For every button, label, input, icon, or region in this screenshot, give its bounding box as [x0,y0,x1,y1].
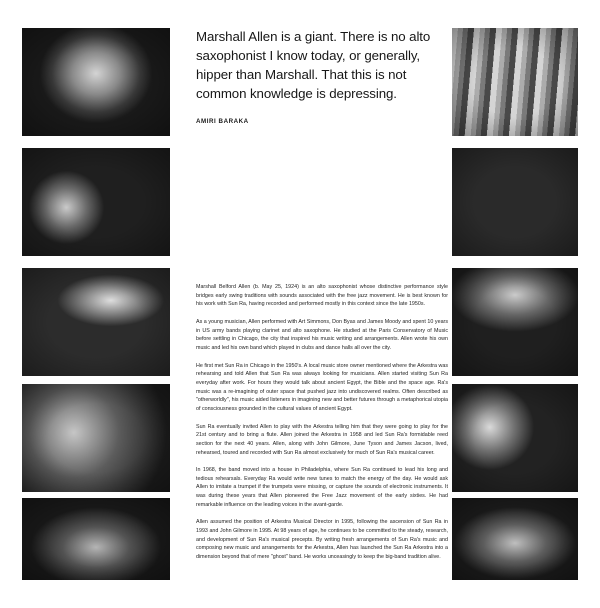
photo-sheet-music-stack [452,28,578,136]
photo-percussion-player [452,498,578,580]
photo-arkestra-member-hat [452,148,578,256]
photo-layer [22,268,170,376]
photo-band-onstage [22,498,170,580]
photo-layer [22,498,170,580]
photo-layer [452,384,578,492]
body-paragraph: In 1968, the band moved into a house in Philadelphia, where Sun Ra continued to lead his long and tedious rehearsals. Everyday Ra would write new tunes to match the energy of the day. He would ask Allen to imitate a trumpet if the trumpets were missing, or capture the sounds of electronic instruments. It was during these years that Allen pioneered the Free Jazz movement of the early sixties. He had remarkable influence on the leading voices in the avant-garde. [196,467,448,508]
pull-quote [196,28,448,125]
quote-attribution: AMIRI BARAKA [196,117,249,125]
photo-arkestra-horn-section [452,268,578,376]
body-copy [196,283,448,562]
photo-layer [22,148,170,256]
photo-layer [22,384,170,492]
body-paragraph: Marshall Belford Allen (b. May 25, 1924) is an alto saxophonist whose distinctive performance style bridges early swing traditions with sounds associated with the free jazz movement. He is best known for his work with Sun Ra, having recorded and performed mostly in this context since the late 1950s. [196,284,448,308]
photo-layer [452,148,578,256]
photo-layer [452,28,578,136]
body-paragraph: Allen assumed the position of Arkestra Musical Director in 1995, following the ascension of Sun Ra in 1993 and John Gilmore in 1995. At 98 years of age, he continues to be committed to the steady, research, and development of Sun Ra's musical precepts. By writing fresh arrangements of Sun Ra's music and composing new music and arrangements for the Arkestra, Allen has launched the Sun Ra Arkestra into a dimension beyond that of mere "ghost" band. He works unceasingly to keep the big-band tradition alive. [196,519,448,561]
body-paragraph: Sun Ra eventually invited Allen to play with the Arkestra telling him that they were going to play for the 21st century and to bring a flute. Allen joined the Arkestra in 1958 and led Sun Ra's formidable reed section for the next 40 years. Allen, along with John Gilmore, June Tyson and James Jacson, lived, rehearsed, toured and recorded with Sun Ra almost exclusively for much of Sun Ra's musical career. [196,423,448,456]
photo-portrait-marshall-allen [22,28,170,136]
photo-layer [452,498,578,580]
quote-text: Marshall Allen is a giant. There is no alto saxophonist I know today, or generally, hipper than Marshall. That this is not common knowledge is depressing. [196,29,431,101]
body-paragraph: He first met Sun Ra in Chicago in the 1950's. A local music store owner mentioned where the Arkestra was rehearsing and told Allen that Sun Ra was always looking for musicians. Allen started visiting Sun Ra everyday after work. For hours they would talk about ancient Egypt, the Bible and the space age. Ra's music was a re-imagining of outer space that pushed jazz into undiscovered realms. Often described as "otherworldly", his music aided listeners in imagining new and better futures through a metaphorical utopia of consciousness grounded in the cultural values of ancient Egypt. [196,362,448,412]
photo-performer-smiling [452,384,578,492]
photo-musicians-rehearsing [22,148,170,256]
photo-allen-with-horn [22,268,170,376]
photo-layer [452,268,578,376]
photo-saxophone-closeup [22,384,170,492]
photo-layer [22,28,170,136]
body-paragraph: As a young musician, Allen performed with Art Simmons, Don Byas and James Moody and spent 10 years in US army bands playing clarinet and alto saxophone. He studied at the Paris Conservatory of Music before settling in Chicago, the city that inspired his music writing and arrangements. Allen wrote his own music and led his own band which played in clubs and dance halls all over the city. [196,318,448,351]
